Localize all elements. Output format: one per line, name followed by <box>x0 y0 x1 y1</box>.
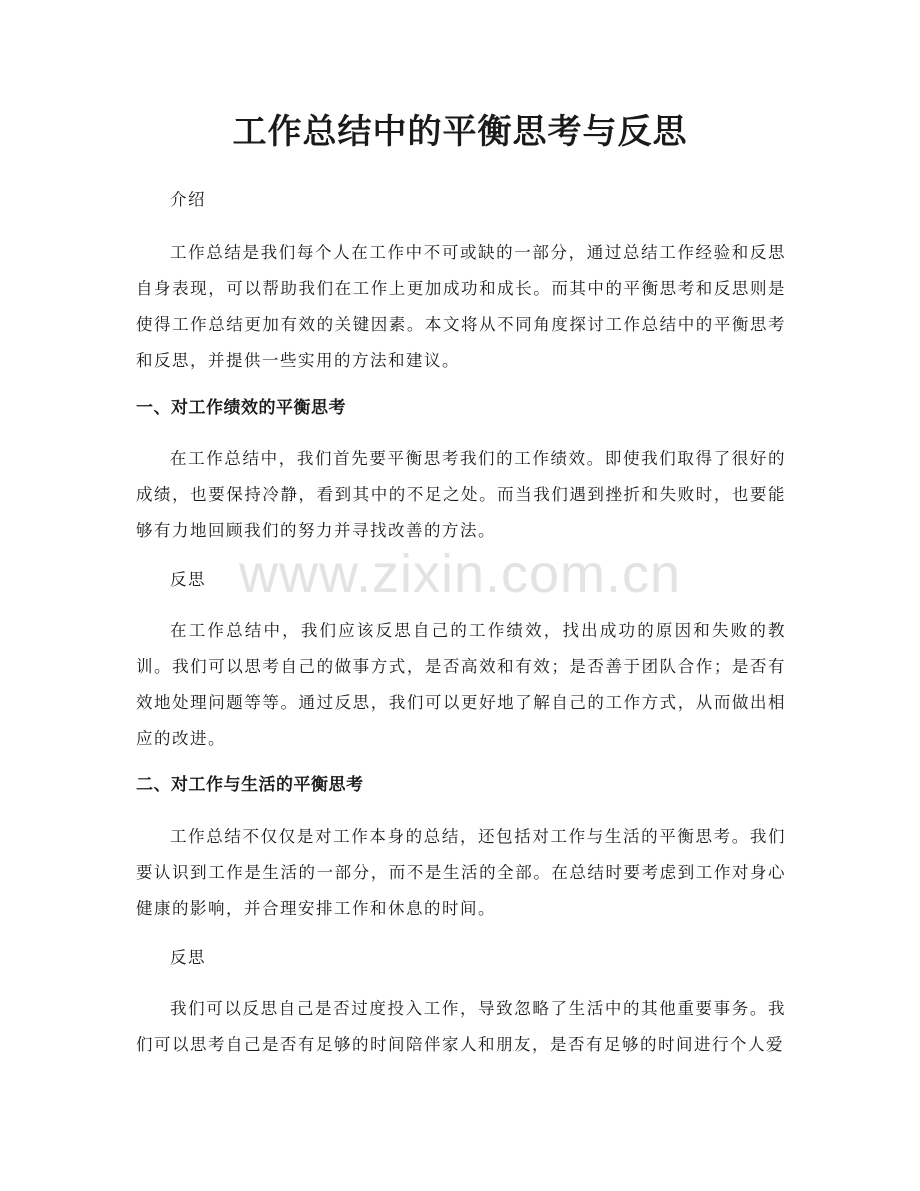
section-1-reflection-label: 反思 <box>170 570 206 589</box>
section-2-paragraph: 工作总结不仅仅是对工作本身的总结，还包括对工作与生活的平衡思考。我们要认识到工作是生活的一部分，而不是生活的全部。在总结时要考虑到工作对身心健康的影响，并合理安排工作和休息的时间。 <box>136 827 786 918</box>
section-1-reflection-paragraph: 在工作总结中，我们应该反思自己的工作绩效，找出成功的原因和失败的教训。我们可以思考自己的做事方式，是否高效和有效；是否善于团队合作；是否有效地处理问题等等。通过反思，我们可以更好地了解自己的工作方式，从而做出相应的改进。 <box>136 621 786 748</box>
section-2-heading: 二、对工作与生活的平衡思考 <box>136 775 364 795</box>
section-1-heading: 一、对工作绩效的平衡思考 <box>136 398 346 418</box>
section-1-paragraph: 在工作总结中，我们首先要平衡思考我们的工作绩效。即使我们取得了很好的成绩，也要保持冷静，看到其中的不足之处。而当我们遇到挫折和失败时，也要能够有力地回顾我们的努力并寻找改善的方法。 <box>136 449 786 540</box>
section-2-reflection-label: 反思 <box>170 948 206 967</box>
watermark: www.zixin.com.cn <box>238 544 682 604</box>
section-2-reflection-paragraph: 我们可以反思自己是否过度投入工作，导致忽略了生活中的其他重要事务。我们可以思考自己是否有足够的时间陪伴家人和朋友，是否有足够的时间进行个人爱 <box>136 999 786 1054</box>
page-title: 工作总结中的平衡思考与反思 <box>232 112 688 152</box>
intro-label: 介绍 <box>170 190 206 209</box>
intro-paragraph: 工作总结是我们每个人在工作中不可或缺的一部分，通过总结工作经验和反思自身表现，可以帮助我们在工作上更加成功和成长。而其中的平衡思考和反思则是使得工作总结更加有效的关键因素。本文将从不同角度探讨工作总结中的平衡思考和反思，并提供一些实用的方法和建议。 <box>136 243 786 370</box>
